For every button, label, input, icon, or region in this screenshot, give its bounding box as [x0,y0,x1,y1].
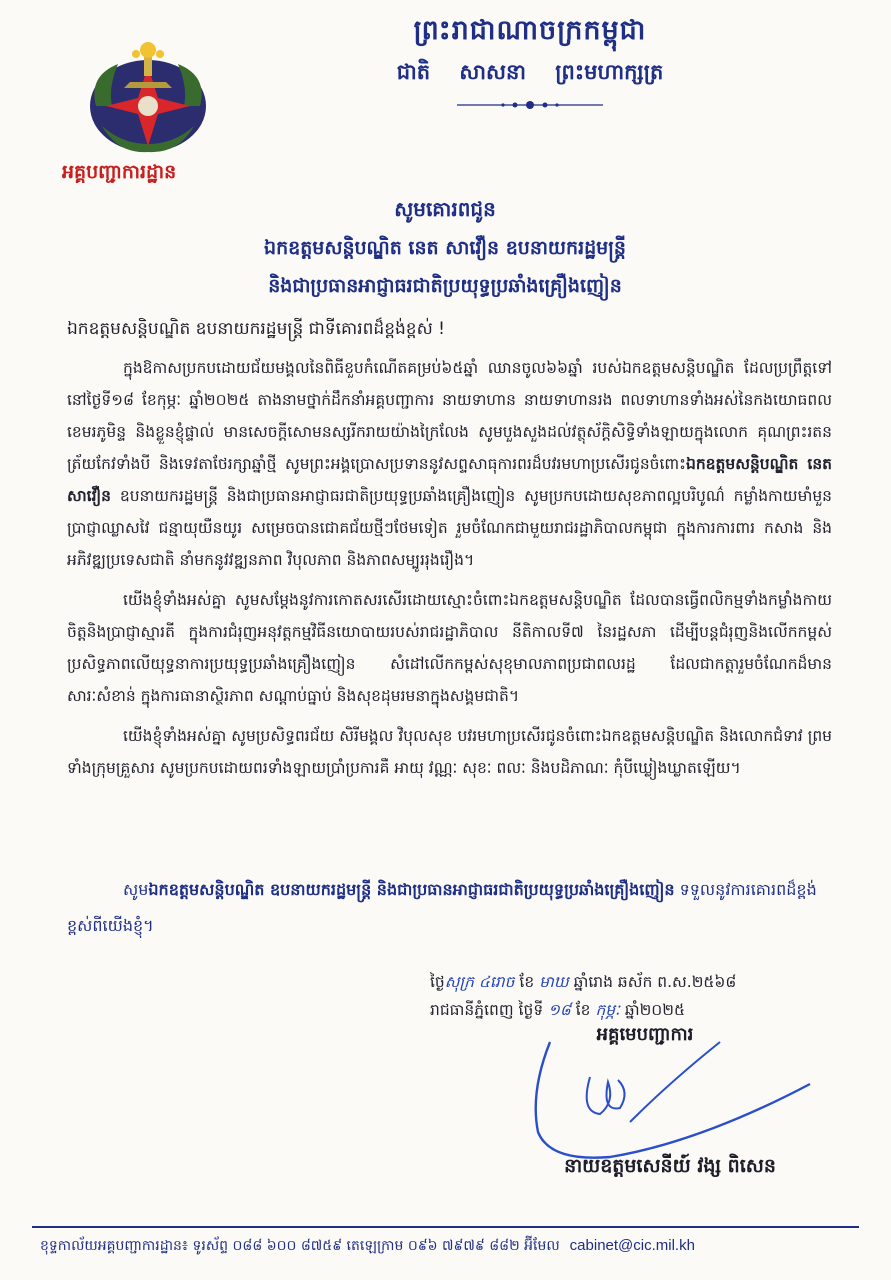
lunar-prefix: ថ្ងៃ [430,973,445,991]
footer-contact [40,1236,860,1257]
lunar-month: មាឃ [539,973,569,991]
kingdom-header [300,14,760,116]
recipient-greeting: សូមគោរពជូន [394,197,496,221]
recipient-name: ឯកឧត្តមសន្តិបណ្ឌិត នេត សាវឿន ឧបនាយករដ្ឋមន្ត្រី [264,237,626,259]
national-motto: ជាតិ សាសនា ព្រះមហាក្សត្រ [396,60,664,84]
lunar-suffix: ឆ្នាំរោង ឆស័ក ព.ស.២៥៦៨ [573,973,737,991]
salutation: ឯកឧត្តមសន្តិបណ្ឌិត ឧបនាយករដ្ឋមន្ត្រី ជាទីគោរពដ៏ខ្ពង់ខ្ពស់ ! [67,319,445,339]
military-emblem-icon [78,36,218,158]
body-paragraph-1-rest: ឧបនាយករដ្ឋមន្ត្រី និងជាប្រធានអាជ្ញាធរជាតិប្រយុទ្ធប្រឆាំងគ្រឿងញៀន សូមប្រកបដោយសុខភាពល្អបរិបូណ៌ កម្លាំងកាយមាំមួន ប្រាជ្ញាឈ្លាសវៃ ជន្មាយុយឺនយូរ សម្រេចបានជោគជ័យថ្មីៗថែមទៀត រួមចំណែកជាមួយរាជរដ្ឋាភិបាលកម្ពុជា ក្នុងការការពារ កសាង និងអភិវឌ្ឍប្រទេសជាតិ នាំមកនូវវឌ្ឍនភាព វិបុលភាព និងភាពសម្បូររុងរឿង។ [67,487,832,569]
letter-body [67,352,832,792]
date-year: ឆ្នាំ២០២៥ [624,1001,685,1019]
date-month: កុម្ភៈ [595,1001,620,1019]
ministry-name: អគ្គបញ្ជាការដ្ឋាន [62,161,177,183]
signatory-name: នាយឧត្តមសេនីយ៍ វង្ស ពិសេន [564,1155,776,1177]
footer-contact-text: ខុទ្ទកាល័យអគ្គបញ្ជាការដ្ឋាន៖ ទូរស័ព្ទ ០៨៨ ៦០០ ៨៧៥៩ តេឡេក្រាម ០៩៦ ៧៩៧៩ ៨៨២ អ៊ីមែល [40,1238,560,1254]
recipient-highlight: ឯកឧត្តមសន្តិបណ្ឌិត នេត សាវឿន [67,455,832,505]
recipient-role: និងជាប្រធានអាជ្ញាធរជាតិប្រយុទ្ធប្រឆាំងគ្រឿងញៀន [268,275,622,297]
place-prefix: រាជធានីភ្នំពេញ ថ្ងៃទី [430,1001,544,1019]
lunar-month-prefix: ខែ [519,973,535,991]
handwritten-signature-icon [520,1022,820,1172]
date-block [430,968,850,1024]
signatory-title: អគ្គមេបញ្ជាការ [596,1024,694,1045]
lunar-date [430,968,850,996]
body-paragraph-3: យើងខ្ញុំទាំងអស់គ្នា សូមប្រសិទ្ធពរជ័យ សិរីមង្គល វិបុលសុខ បវរមហាប្រសើរជូនចំពោះឯកឧត្តមសន្តិបណ្ឌិត និងលោកជំទាវ ព្រមទាំងក្រុមគ្រួសារ សូមប្រកបដោយពរទាំងឡាយប្រាំប្រការគឺ អាយុ វណ្ណៈ សុខៈ ពលៈ និងបដិភាណៈ កុំបីឃ្លៀងឃ្លាតឡើយ។ [67,727,832,777]
solar-date [430,996,850,1024]
body-paragraph-1-text: ក្នុងឱកាសប្រកបដោយជ័យមង្គលនៃពិធីខួបកំណើតគម្រប់៦៥ឆ្នាំ ឈានចូល៦៦ឆ្នាំ របស់ឯកឧត្តមសន្តិបណ្ឌិត ដែលប្រព្រឹត្តទៅនៅថ្ងៃទី១៨ ខែកុម្ភៈ ឆ្នាំ២០២៥ តាងនាមថ្នាក់ដឹកនាំអគ្គបញ្ជាការ នាយទាហាន នាយទាហានរង ពលទាហានទាំងអស់នៃកងយោធពលខេមរភូមិន្ទ និងខ្លួនខ្ញុំផ្ទាល់ មានសេចក្តីសោមនស្សរីករាយយ៉ាងក្រៃលែង សូមបួងសួងដល់វត្ថុស័ក្តិសិទ្ធិទាំងឡាយក្នុងលោក គុណព្រះរតនត្រ័យកែវទាំងបី និងទេវតាថែរក្សាឆ្នាំថ្មី សូមព្រះអង្គប្រោសប្រទាននូវសព្ទសាធុការពរដ៏បវរមហាប្រសើរជូនចំពោះ [67,359,832,473]
closing-recipient: ឯកឧត្តមសន្តិបណ្ឌិត ឧបនាយករដ្ឋមន្ត្រី និងជាប្រធានអាជ្ញាធរជាតិប្រយុទ្ធប្រឆាំងគ្រឿងញៀន [148,880,675,899]
closing-paragraph [67,872,832,944]
date-day: ១៨ [548,1001,571,1019]
closing-suffix: ទទួលនូវការគោរពដ៏ខ្ពង់ខ្ពស់ពីយើងខ្ញុំ។ [67,880,817,935]
footer-email: cabinet@cic.mil.kh [569,1237,695,1254]
month-prefix: ខែ [575,1001,591,1019]
body-paragraph-1 [67,352,832,576]
ornament-divider-icon [455,98,605,112]
body-paragraph-2: យើងខ្ញុំទាំងអស់គ្នា សូមសម្តែងនូវការកោតសរសើរដោយស្មោះចំពោះឯកឧត្តមសន្តិបណ្ឌិត ដែលបានធ្វើពលិកម្មទាំងកម្លាំងកាយចិត្តនិងប្រាជ្ញាស្មារតី ក្នុងការជំរុញអនុវត្តកម្មវិធីនយោបាយរបស់រាជរដ្ឋាភិបាល នីតិកាលទី៧ នៃរដ្ឋសភា ដើម្បីបន្តជំរុញនិងលើកកម្ពស់ប្រសិទ្ធភាពលើយុទ្ធនាការប្រយុទ្ធប្រឆាំងគ្រឿងញៀន សំដៅលើកកម្ពស់សុខុមាលភាពប្រជាពលរដ្ឋ ដែលជាកត្តារួមចំណែកដ៏មានសារៈសំខាន់ ក្នុងការធានាស្ថិរភាព សណ្តាប់ធ្នាប់ និងសុខដុមរមនាក្នុងសង្គមជាតិ។ [67,591,832,705]
footer-divider [32,1226,859,1228]
recipient-block [180,196,710,302]
kingdom-title: ព្រះរាជាណាចក្រកម្ពុជា [413,15,647,46]
lunar-day: សុក្រ ៤រោច [444,973,515,991]
closing-prefix: សូម [123,880,149,899]
